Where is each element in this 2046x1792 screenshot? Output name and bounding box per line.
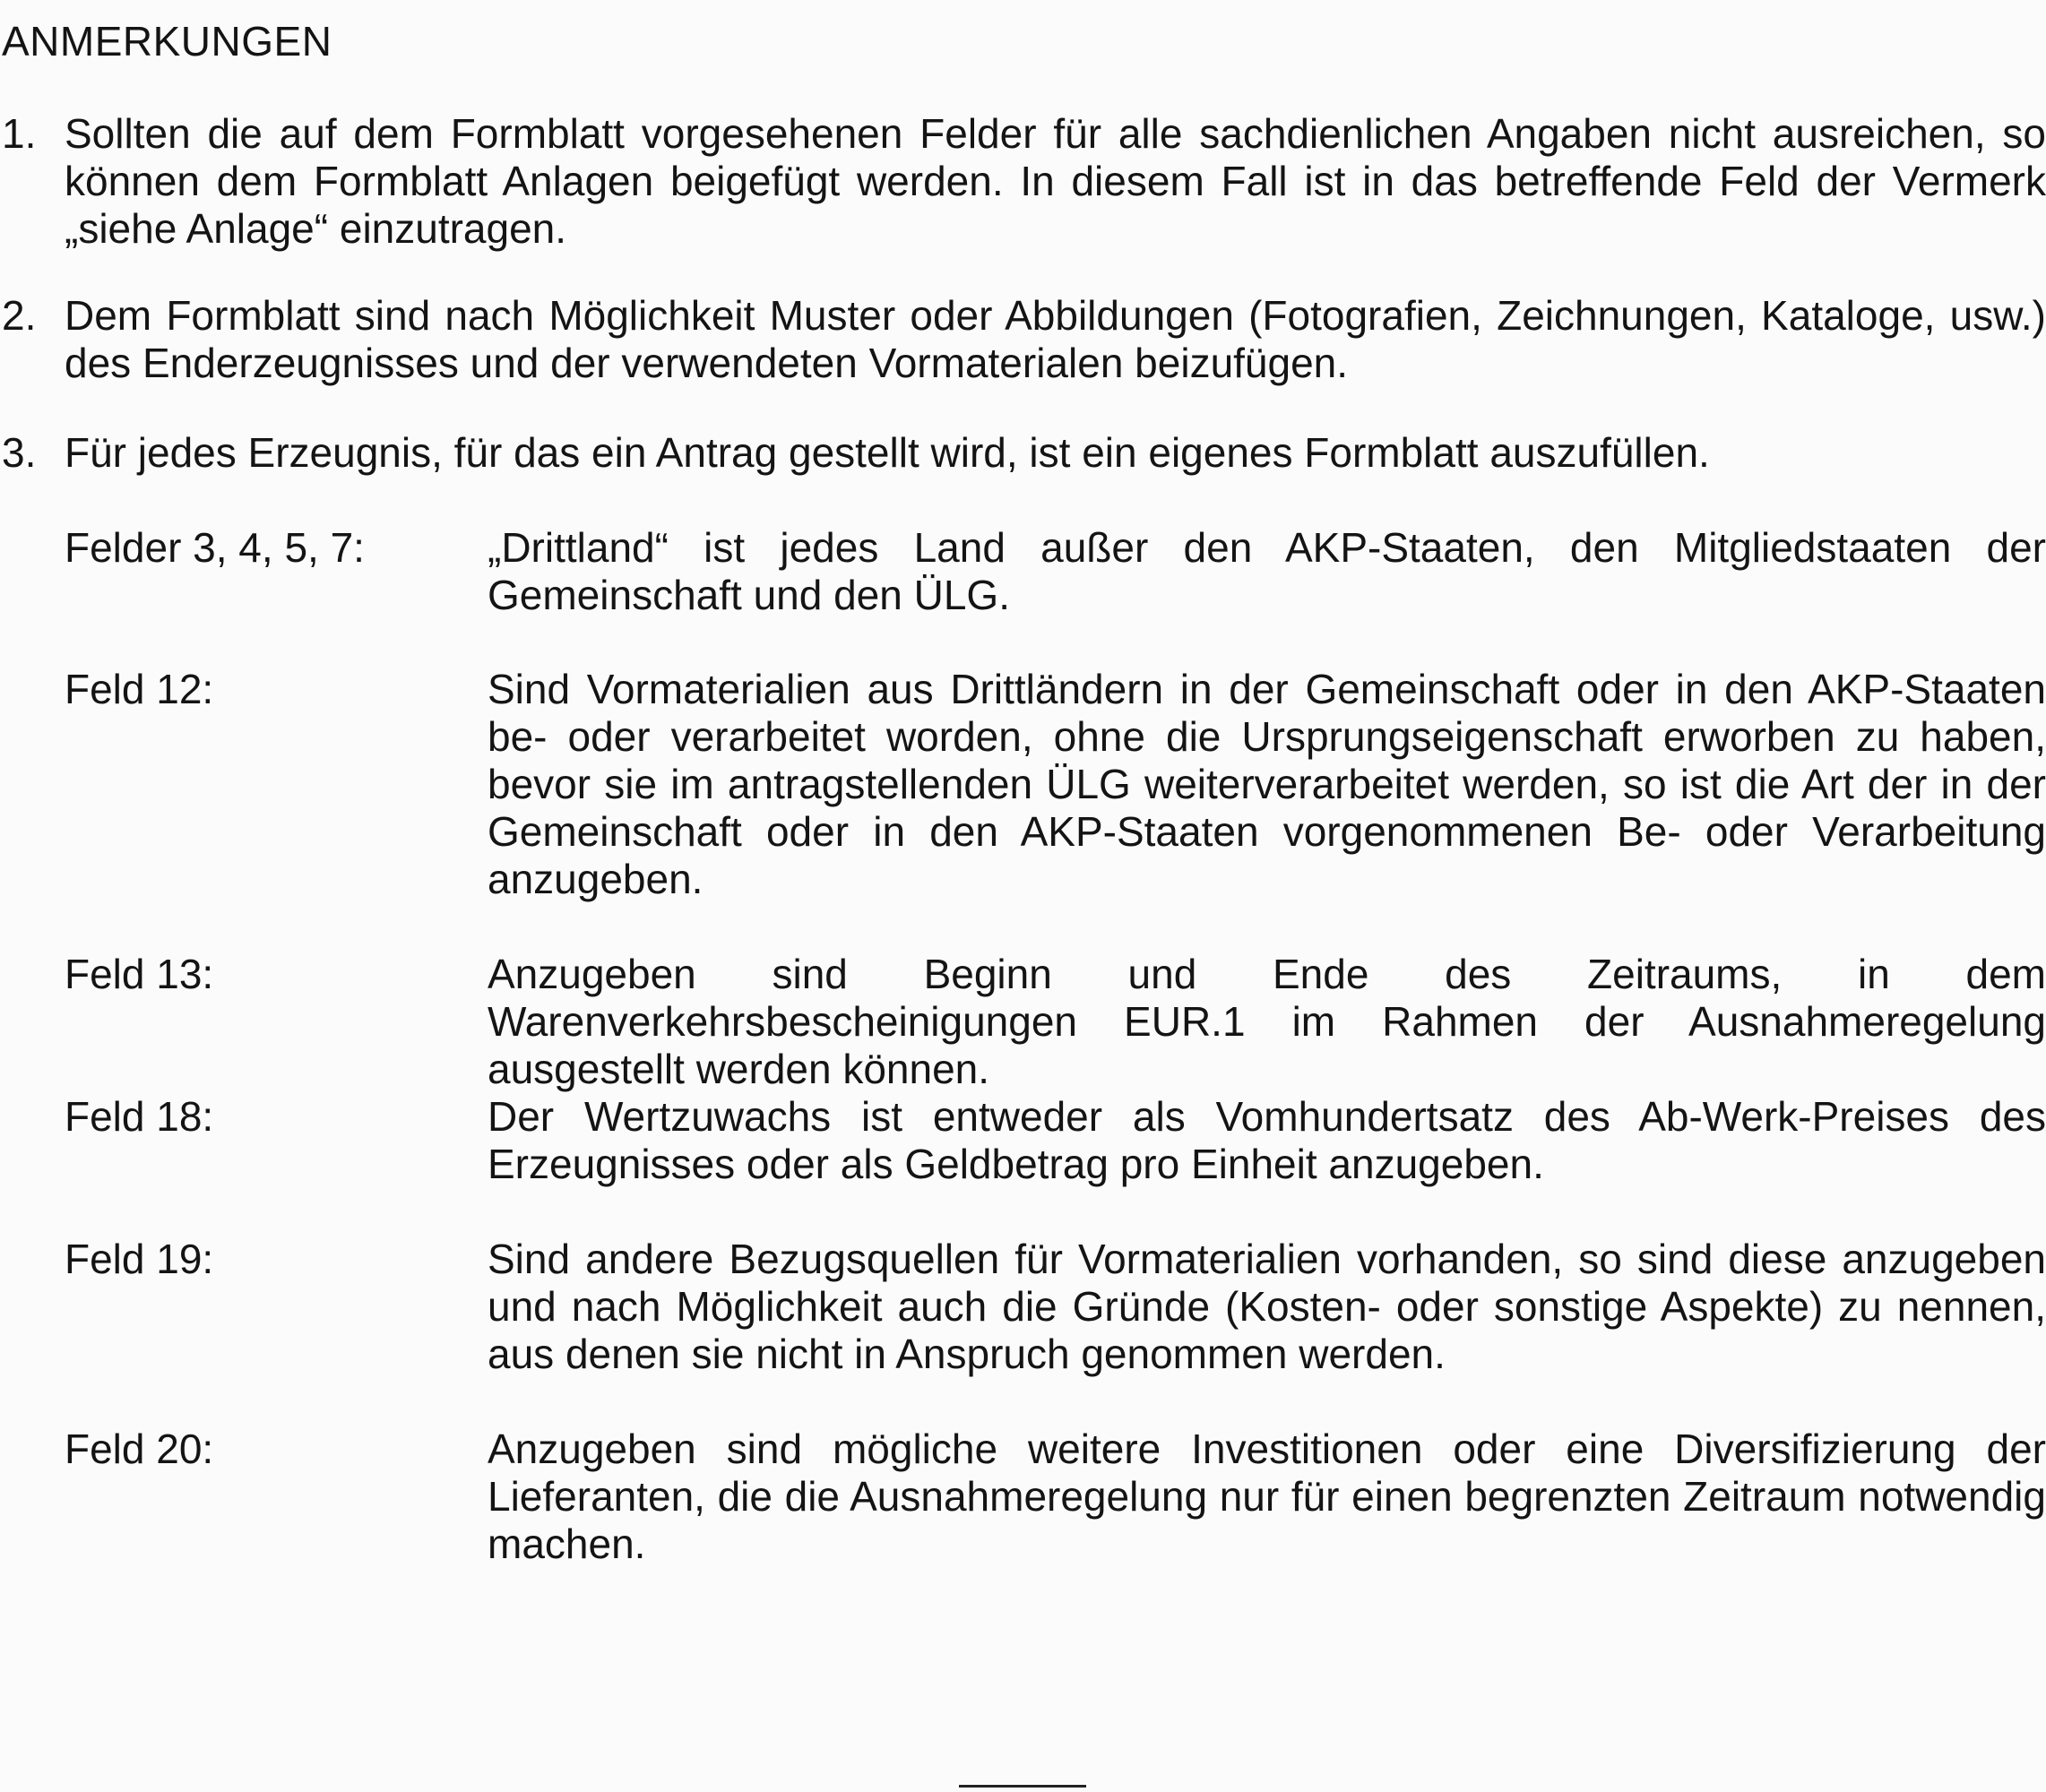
field-label: Feld 20:: [65, 1426, 214, 1472]
field-text: Der Wertzuwachs ist entweder als Vomhundertsatz des Ab-Werk-Preises des Erzeugnisses oder als Geldbetrag pro Einheit anzugeben.: [488, 1093, 2046, 1187]
field-text: Anzugeben sind mögliche weitere Investitionen oder eine Diversifizierung der Lieferanten, die die Ausnahmeregelung nur für einen begrenzten Zeitraum notwendig machen.: [488, 1426, 2046, 1567]
note-number: 1.: [2, 110, 37, 157]
field-text: „Drittland“ ist jedes Land außer den AKP-Staaten, den Mitgliedstaaten der Gemeinschaft und den ÜLG.: [488, 524, 2046, 618]
field-label: Felder 3, 4, 5, 7:: [65, 524, 365, 571]
field-label: Feld 18:: [65, 1093, 214, 1140]
note-text: Für jedes Erzeugnis, für das ein Antrag gestellt wird, ist ein eigenes Formblatt auszufüllen.: [65, 429, 1710, 476]
field-label: Feld 12:: [65, 666, 214, 712]
field-label: Feld 13:: [65, 951, 214, 997]
field-label: Feld 19:: [65, 1236, 214, 1282]
field-text: Anzugeben sind Beginn und Ende des Zeitraums, in dem Warenverkehrsbescheinigungen EUR.1 im Rahmen der Ausnahmeregelung ausgestellt werden können.: [488, 951, 2046, 1092]
note-text: Sollten die auf dem Formblatt vorgesehenen Felder für alle sachdienlichen Angaben nicht ausreichen, so können dem Formblatt Anlagen beigefügt werden. In diesem Fall ist in das betreffende Feld der Vermerk „siehe Anlage“ einzutragen.: [65, 110, 2046, 252]
note-number: 2.: [2, 292, 37, 339]
field-text: Sind andere Bezugsquellen für Vormaterialien vorhanden, so sind diese anzugeben und nach Möglichkeit auch die Gründe (Kosten- oder sonstige Aspekte) zu nennen, aus denen sie nicht in Anspruch genommen werden.: [488, 1236, 2046, 1377]
footer-divider: [959, 1785, 1086, 1788]
field-text: Sind Vormaterialien aus Drittländern in der Gemeinschaft oder in den AKP-Staaten be- oder verarbeitet worden, ohne die Ursprungseigenschaft erworben zu haben, bevor sie im antragstellenden ÜLG weiterverarbeitet werden, so ist die Art der in der Gemeinschaft oder in den AKP-Staaten vorgenommenen Be- oder Verarbeitung anzugeben.: [488, 666, 2046, 902]
page-title: ANMERKUNGEN: [2, 18, 332, 65]
note-number: 3.: [2, 429, 37, 476]
note-text: Dem Formblatt sind nach Möglichkeit Muster oder Abbildungen (Fotografien, Zeichnungen, Kataloge, usw.) des Enderzeugnisses und der verwendeten Vormaterialen beizufügen.: [65, 292, 2046, 386]
